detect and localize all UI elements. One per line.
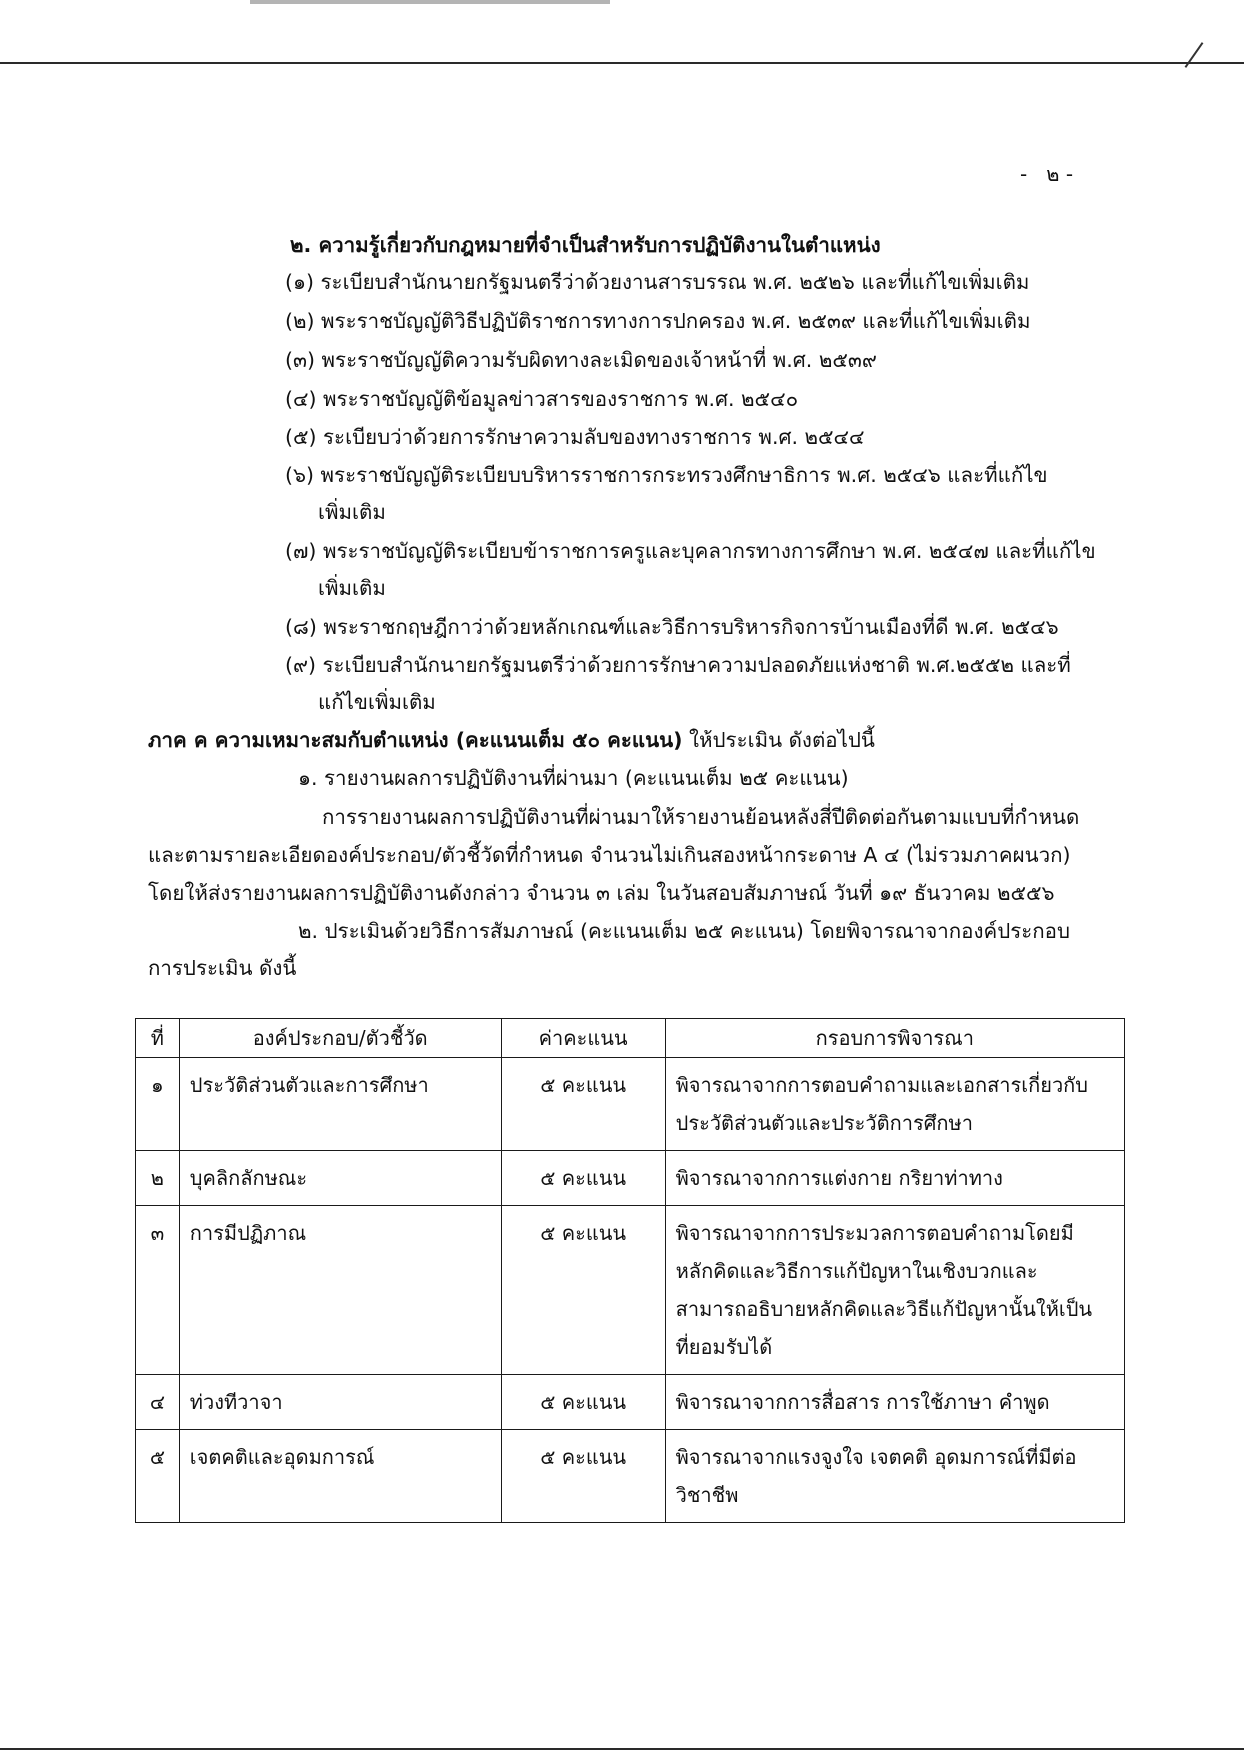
component-cell: เจตคติและอุดมการณ์ <box>179 1430 501 1523</box>
criteria-cell: พิจารณาจากการสื่อสาร การใช้ภาษา คำพูด <box>665 1375 1124 1430</box>
component-cell: การมีปฏิภาณ <box>179 1206 501 1375</box>
part-heading: ภาค ค ความเหมาะสมกับตำแหน่ง (คะแนนเต็ม ๕๐ คะแนน) ให้ประเมิน ดังต่อไปนี้ <box>148 728 875 752</box>
subsection-heading: ๒. ประเมินด้วยวิธีการสัมภาษณ์ (คะแนนเต็ม ๒๕ คะแนน) โดยพิจารณาจากองค์ประกอบ <box>298 919 1070 943</box>
paragraph-line: โดยให้ส่งรายงานผลการปฏิบัติงานดังกล่าว จำนวน ๓ เล่ม ในวันสอบสัมภาษณ์ วันที่ ๑๙ ธันวาคม ๒๕๕๖ <box>148 881 1055 905</box>
list-item: (๗) พระราชบัญญัติระเบียบข้าราชการครูและบุคลากรทางการศึกษา พ.ศ. ๒๕๔๗ และที่แก้ไข <box>285 539 1096 563</box>
criteria-cell: พิจารณาจากแรงจูงใจ เจตคติ อุดมการณ์ที่มีต่อ วิชาชีพ <box>665 1430 1124 1523</box>
section-heading: ๒. ความรู้เกี่ยวกับกฎหมายที่จำเป็นสำหรับการปฏิบัติงานในตำแหน่ง <box>290 233 881 257</box>
score-cell: ๕ คะแนน <box>501 1375 665 1430</box>
list-item: (๔) พระราชบัญญัติข้อมูลข่าวสารของราชการ พ.ศ. ๒๕๔๐ <box>285 387 799 411</box>
list-item: (๕) ระเบียบว่าด้วยการรักษาความลับของทางราชการ พ.ศ. ๒๕๔๔ <box>285 425 865 449</box>
criteria-cell: พิจารณาจากการตอบคำถามและเอกสารเกี่ยวกับ ประวัติส่วนตัวและประวัติการศึกษา <box>665 1058 1124 1151</box>
paragraph-line: การรายงานผลการปฏิบัติงานที่ผ่านมาให้รายงานย้อนหลังสี่ปีติดต่อกันตามแบบที่กำหนด <box>322 805 1080 829</box>
score-cell: ๕ คะแนน <box>501 1151 665 1206</box>
subsection-heading: ๑. รายงานผลการปฏิบัติงานที่ผ่านมา (คะแนนเต็ม ๒๕ คะแนน) <box>298 766 849 790</box>
column-header-criteria: กรอบการพิจารณา <box>665 1019 1124 1058</box>
component-cell: ประวัติส่วนตัวและการศึกษา <box>179 1058 501 1151</box>
list-item: (๖) พระราชบัญญัติระเบียบบริหารราชการกระทรวงศึกษาธิการ พ.ศ. ๒๕๔๖ และที่แก้ไข <box>285 463 1048 487</box>
list-item: (๙) ระเบียบสำนักนายกรัฐมนตรีว่าด้วยการรักษาความปลอดภัยแห่งชาติ พ.ศ.๒๕๕๒ และที่ <box>285 653 1071 677</box>
list-item: (๑) ระเบียบสำนักนายกรัฐมนตรีว่าด้วยงานสารบรรณ พ.ศ. ๒๕๒๖ และที่แก้ไขเพิ่มเติม <box>285 270 1030 294</box>
list-item-continuation: แก้ไขเพิ่มเติม <box>318 690 436 714</box>
assessment-table <box>135 1018 1125 1523</box>
score-cell: ๕ คะแนน <box>501 1206 665 1375</box>
table-header-row <box>136 1019 1125 1058</box>
paragraph-line: และตามรายละเอียดองค์ประกอบ/ตัวชี้วัดที่กำหนด จำนวนไม่เกินสองหน้ากระดาษ A ๔ (ไม่รวมภาคผนวก) <box>148 843 1071 867</box>
row-number: ๒ <box>136 1151 180 1206</box>
row-number: ๑ <box>136 1058 180 1151</box>
score-cell: ๕ คะแนน <box>501 1430 665 1523</box>
table-row <box>136 1151 1125 1206</box>
table-row <box>136 1206 1125 1375</box>
paragraph-line: การประเมิน ดังนี้ <box>148 956 297 980</box>
list-item-continuation: เพิ่มเติม <box>318 500 386 524</box>
list-item: (๘) พระราชกฤษฎีกาว่าด้วยหลักเกณฑ์และวิธีการบริหารกิจการบ้านเมืองที่ดี พ.ศ. ๒๕๔๖ <box>285 615 1059 639</box>
component-cell: ท่วงทีวาจา <box>179 1375 501 1430</box>
criteria-cell: พิจารณาจากการแต่งกาย กริยาท่าทาง <box>665 1151 1124 1206</box>
list-item: (๓) พระราชบัญญัติความรับผิดทางละเมิดของเจ้าหน้าที่ พ.ศ. ๒๕๓๙ <box>285 348 877 372</box>
row-number: ๕ <box>136 1430 180 1523</box>
scan-bottom-edge <box>0 1748 1244 1750</box>
column-header-component: องค์ประกอบ/ตัวชี้วัด <box>179 1019 501 1058</box>
table-row <box>136 1375 1125 1430</box>
list-item-continuation: เพิ่มเติม <box>318 576 386 600</box>
table-row <box>136 1430 1125 1523</box>
column-header-score: ค่าคะแนน <box>501 1019 665 1058</box>
table-row <box>136 1058 1125 1151</box>
scan-top-edge <box>0 62 1244 64</box>
column-header-no: ที่ <box>136 1019 180 1058</box>
score-cell: ๕ คะแนน <box>501 1058 665 1151</box>
page-number: - ๒ - <box>1020 162 1074 186</box>
scan-smudge <box>250 0 610 4</box>
component-cell: บุคลิกลักษณะ <box>179 1151 501 1206</box>
row-number: ๔ <box>136 1375 180 1430</box>
pen-mark <box>1185 42 1204 68</box>
list-item: (๒) พระราชบัญญัติวิธีปฏิบัติราชการทางการปกครอง พ.ศ. ๒๕๓๙ และที่แก้ไขเพิ่มเติม <box>285 309 1031 333</box>
criteria-cell: พิจารณาจากการประมวลการตอบคำถามโดยมี หลักคิดและวิธีการแก้ปัญหาในเชิงบวกและ สามารถอธิบายหลักคิดและวิธีแก้ปัญหานั้นให้เป็น ที่ยอมรับได้ <box>665 1206 1124 1375</box>
row-number: ๓ <box>136 1206 180 1375</box>
